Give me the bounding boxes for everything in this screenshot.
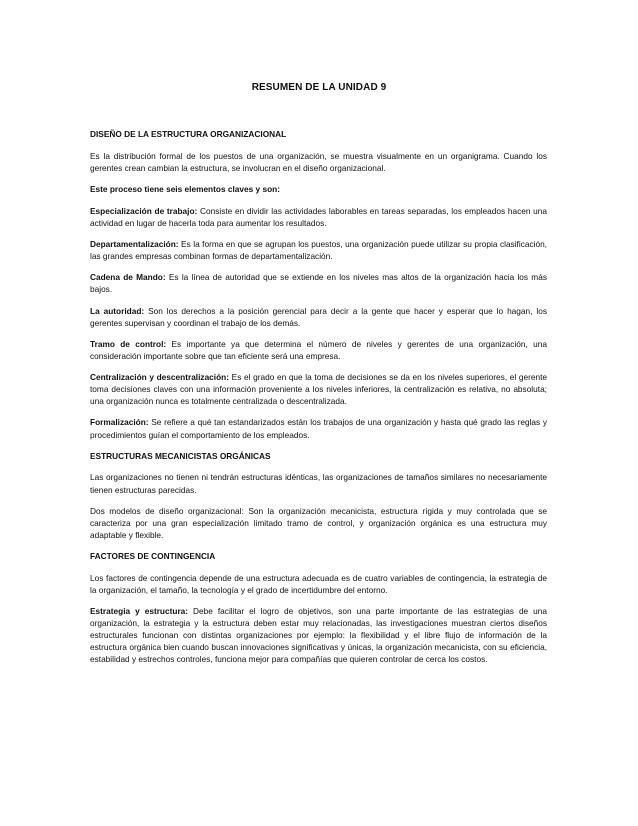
term-paragraph	[90, 205, 547, 229]
term-label: Formalización:	[90, 417, 149, 428]
section-heading: Este proceso tiene seis elementos claves y son:	[90, 183, 280, 194]
term-text: Es la forma en que se agrupan los puestos, una organización puede utilizar su propia clasificación, las grandes empresas combinan formas de departamentalización.	[90, 238, 547, 262]
term-label: Departamentalización:	[90, 238, 179, 249]
page-title: RESUMEN DE LA UNIDAD 9	[251, 82, 387, 93]
term-text: Es la línea de autoridad que se extiende en los niveles mas altos de la organización hacia los más bajos.	[90, 272, 547, 295]
term-paragraph	[90, 605, 547, 665]
paragraph: Es la distribución formal de los puestos de una organización, se muestra visualmente en un organigrama. Cuando los gerentes crean cambian la estructura, se involucran en el diseño organizacional.	[90, 150, 547, 173]
section-heading: FACTORES DE CONTINGENCIA	[90, 551, 216, 562]
term-text: Consiste en dividir las actividades laborables en tareas separadas, los empleados hacen una actividad en lugar de hacerla toda para aumentar los resultados.	[90, 205, 547, 228]
term-text: Son los derechos a la posición gerencial para decir a la gente que hacer y esperar que lo hagan, los gerentes supervisan y coordinan el trabajo de los demás.	[90, 305, 547, 328]
term-label: Cadena de Mando:	[90, 272, 166, 283]
document-body	[90, 128, 547, 675]
term-text: Es el grado en que la toma de decisiones se da en los niveles superiores, el gerente toma decisiones claves con una información proveniente a los niveles inferiores, la centralización es relativa, no absoluta; una organización nunca es totalmente centralizada o descentralizada.	[90, 372, 548, 407]
term-text: Se refiere a qué tan estandarizados están los trabajos de una organización y hasta qué grado las reglas y procedimientos guían el comportamiento de los empleados.	[90, 417, 547, 440]
term-paragraph	[90, 416, 547, 440]
paragraph: Las organizaciones no tienen ni tendrán estructuras idénticas, las organizaciones de tamaños similares no necesariamente tienen estructuras parecidas.	[90, 472, 547, 495]
term-label: Tramo de control:	[90, 338, 167, 349]
term-label: La autoridad:	[90, 305, 145, 316]
term-paragraph	[90, 371, 547, 407]
term-text: Debe facilitar el logro de objetivos, son una parte importante de las estrategias de una organización, la estrategia y la estructura deben estar muy relacionadas, las investigaciones muestran ciertos diseños estructurales funcionan con distintas organizaciones por ejemplo: la flexibilidad y el libre flujo de información de la estructura orgánica bien cuando buscan innovaciones significativas y únicas, la organización mecanicista, con su eficiencia, estabilidad y estrechos controles, funciona mejor para compañías que quieren controlar de cerca los costos.	[90, 606, 548, 665]
term-paragraph	[90, 238, 547, 262]
term-paragraph	[90, 305, 547, 329]
term-paragraph	[90, 271, 547, 295]
paragraph: Dos modelos de diseño organizacional: Son la organización mecanicista, estructura rígida y muy controlada que se caracteriza por una gran especialización limitado tramo de control, y organización orgánica es una estructura muy adaptable y flexible.	[90, 505, 547, 540]
term-label: Especialización de trabajo:	[90, 205, 198, 216]
term-text: Es importante ya que determina el número de niveles y gerentes de una organización, una consideración importante sobre que tan eficiente será una empresa.	[90, 338, 548, 361]
term-label: Estrategia y estructura:	[90, 606, 189, 617]
term-label: Centralización y descentralización:	[90, 372, 230, 383]
section-heading: DISEÑO DE LA ESTRUCTURA ORGANIZACIONAL	[90, 129, 287, 139]
paragraph: Los factores de contingencia depende de una estructura adecuada es de cuatro variables de contingencia, la estrategia de la organización, el tamaño, la tecnología y el grado de incertidumbre del entorno.	[90, 572, 547, 595]
term-paragraph	[90, 338, 547, 362]
section-heading: ESTRUCTURAS MECANICISTAS ORGÁNICAS	[90, 450, 271, 461]
